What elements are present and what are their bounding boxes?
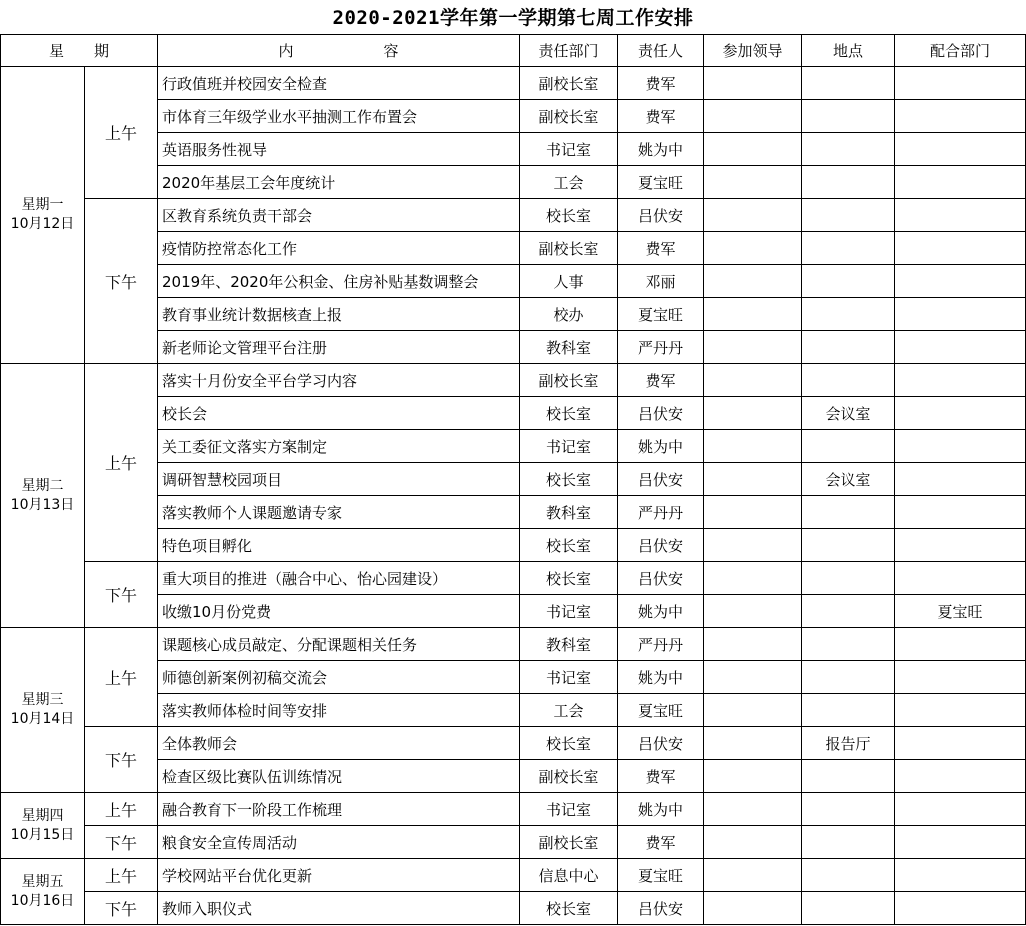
task-leader-cell — [704, 892, 802, 925]
task-person-cell: 吕伏安 — [618, 199, 704, 232]
task-dept-cell: 副校长室 — [520, 364, 618, 397]
task-content-cell: 特色项目孵化 — [158, 529, 520, 562]
task-coop-cell — [895, 661, 1026, 694]
task-leader-cell — [704, 430, 802, 463]
task-content-cell: 教师入职仪式 — [158, 892, 520, 925]
task-place-cell — [802, 133, 895, 166]
task-person-cell: 严丹丹 — [618, 628, 704, 661]
task-person-cell: 吕伏安 — [618, 529, 704, 562]
task-leader-cell — [704, 628, 802, 661]
task-content-cell: 区教育系统负责干部会 — [158, 199, 520, 232]
half-day-cell: 上午 — [85, 364, 158, 562]
half-day-cell: 下午 — [85, 892, 158, 925]
task-leader-cell — [704, 859, 802, 892]
task-coop-cell — [895, 529, 1026, 562]
task-coop-cell — [895, 430, 1026, 463]
task-person-cell: 吕伏安 — [618, 463, 704, 496]
table-row — [1, 364, 1026, 397]
task-content-cell: 师德创新案例初稿交流会 — [158, 661, 520, 694]
task-leader-cell — [704, 133, 802, 166]
table-row — [1, 562, 1026, 595]
task-dept-cell: 教科室 — [520, 331, 618, 364]
header-leader: 参加领导 — [704, 35, 802, 67]
task-leader-cell — [704, 661, 802, 694]
weekday-label: 星期五 — [21, 873, 64, 890]
task-person-cell: 费军 — [618, 760, 704, 793]
header-coop: 配合部门 — [895, 35, 1026, 67]
task-place-cell — [802, 859, 895, 892]
task-content-cell: 教育事业统计数据核查上报 — [158, 298, 520, 331]
task-person-cell: 吕伏安 — [618, 727, 704, 760]
half-day-cell: 下午 — [85, 826, 158, 859]
task-place-cell — [802, 331, 895, 364]
task-dept-cell: 工会 — [520, 694, 618, 727]
task-content-cell: 粮食安全宣传周活动 — [158, 826, 520, 859]
task-place-cell — [802, 661, 895, 694]
task-content-cell: 2019年、2020年公积金、住房补贴基数调整会 — [158, 265, 520, 298]
task-dept-cell: 书记室 — [520, 793, 618, 826]
task-person-cell: 姚为中 — [618, 430, 704, 463]
task-person-cell: 费军 — [618, 100, 704, 133]
task-coop-cell — [895, 562, 1026, 595]
task-leader-cell — [704, 793, 802, 826]
task-dept-cell: 校长室 — [520, 529, 618, 562]
task-person-cell: 费军 — [618, 826, 704, 859]
task-leader-cell — [704, 463, 802, 496]
task-leader-cell — [704, 67, 802, 100]
task-content-cell: 检查区级比赛队伍训练情况 — [158, 760, 520, 793]
task-dept-cell: 工会 — [520, 166, 618, 199]
task-dept-cell: 教科室 — [520, 496, 618, 529]
task-leader-cell — [704, 826, 802, 859]
task-person-cell: 费军 — [618, 67, 704, 100]
task-leader-cell — [704, 397, 802, 430]
table-row — [1, 199, 1026, 232]
schedule-body — [1, 67, 1026, 925]
task-dept-cell: 书记室 — [520, 133, 618, 166]
task-place-cell — [802, 628, 895, 661]
table-row — [1, 628, 1026, 661]
task-person-cell: 姚为中 — [618, 661, 704, 694]
task-content-cell: 英语服务性视导 — [158, 133, 520, 166]
task-place-cell — [802, 67, 895, 100]
table-row — [1, 826, 1026, 859]
task-coop-cell — [895, 727, 1026, 760]
task-place-cell — [802, 232, 895, 265]
header-row — [1, 35, 1026, 67]
task-content-cell: 融合教育下一阶段工作梳理 — [158, 793, 520, 826]
task-leader-cell — [704, 199, 802, 232]
task-place-cell — [802, 793, 895, 826]
task-dept-cell: 校长室 — [520, 397, 618, 430]
task-leader-cell — [704, 529, 802, 562]
task-person-cell: 夏宝旺 — [618, 298, 704, 331]
task-place-cell — [802, 265, 895, 298]
task-dept-cell: 副校长室 — [520, 100, 618, 133]
task-coop-cell — [895, 298, 1026, 331]
date-label: 10月15日 — [10, 826, 75, 843]
task-leader-cell — [704, 562, 802, 595]
task-dept-cell: 书记室 — [520, 661, 618, 694]
task-content-cell: 落实十月份安全平台学习内容 — [158, 364, 520, 397]
task-leader-cell — [704, 595, 802, 628]
task-content-cell: 校长会 — [158, 397, 520, 430]
weekday-label: 星期四 — [21, 807, 64, 824]
task-coop-cell — [895, 859, 1026, 892]
task-coop-cell — [895, 166, 1026, 199]
task-person-cell: 邓丽 — [618, 265, 704, 298]
task-place-cell — [802, 562, 895, 595]
task-person-cell: 严丹丹 — [618, 331, 704, 364]
header-content: 内 容 — [158, 35, 520, 67]
task-content-cell: 重大项目的推进（融合中心、怡心园建设） — [158, 562, 520, 595]
header-dept: 责任部门 — [520, 35, 618, 67]
task-content-cell: 市体育三年级学业水平抽测工作布置会 — [158, 100, 520, 133]
date-label: 10月14日 — [10, 711, 75, 727]
task-place-cell — [802, 100, 895, 133]
task-coop-cell — [895, 265, 1026, 298]
task-coop-cell — [895, 496, 1026, 529]
task-dept-cell: 校长室 — [520, 727, 618, 760]
task-person-cell: 夏宝旺 — [618, 694, 704, 727]
task-place-cell — [802, 298, 895, 331]
task-coop-cell: 夏宝旺 — [895, 595, 1026, 628]
task-content-cell: 调研智慧校园项目 — [158, 463, 520, 496]
task-coop-cell — [895, 463, 1026, 496]
task-content-cell: 落实教师体检时间等安排 — [158, 694, 520, 727]
task-place-cell: 会议室 — [802, 397, 895, 430]
table-row — [1, 793, 1026, 826]
task-dept-cell: 副校长室 — [520, 826, 618, 859]
task-place-cell — [802, 529, 895, 562]
task-leader-cell — [704, 496, 802, 529]
schedule-table — [0, 34, 1026, 925]
task-place-cell — [802, 496, 895, 529]
task-coop-cell — [895, 694, 1026, 727]
task-dept-cell: 副校长室 — [520, 760, 618, 793]
task-leader-cell — [704, 298, 802, 331]
task-place-cell — [802, 430, 895, 463]
task-person-cell: 姚为中 — [618, 793, 704, 826]
task-coop-cell — [895, 133, 1026, 166]
task-dept-cell: 校办 — [520, 298, 618, 331]
day-cell — [1, 364, 85, 628]
weekday-label: 星期三 — [21, 692, 64, 708]
weekday-label: 星期二 — [21, 477, 64, 494]
task-leader-cell — [704, 727, 802, 760]
task-dept-cell: 副校长室 — [520, 67, 618, 100]
task-dept-cell: 人事 — [520, 265, 618, 298]
task-person-cell: 吕伏安 — [618, 562, 704, 595]
day-cell — [1, 67, 85, 364]
day-cell — [1, 628, 85, 793]
task-person-cell: 吕伏安 — [618, 397, 704, 430]
task-content-cell: 疫情防控常态化工作 — [158, 232, 520, 265]
task-leader-cell — [704, 364, 802, 397]
task-coop-cell — [895, 628, 1026, 661]
weekday-label: 星期一 — [21, 197, 64, 213]
task-coop-cell — [895, 232, 1026, 265]
task-content-cell: 新老师论文管理平台注册 — [158, 331, 520, 364]
task-dept-cell: 书记室 — [520, 430, 618, 463]
task-person-cell: 费军 — [618, 232, 704, 265]
task-dept-cell: 校长室 — [520, 463, 618, 496]
task-place-cell: 会议室 — [802, 463, 895, 496]
task-dept-cell: 校长室 — [520, 562, 618, 595]
task-content-cell: 全体教师会 — [158, 727, 520, 760]
task-place-cell — [802, 694, 895, 727]
task-dept-cell: 信息中心 — [520, 859, 618, 892]
task-place-cell — [802, 364, 895, 397]
task-leader-cell — [704, 100, 802, 133]
task-place-cell — [802, 199, 895, 232]
task-person-cell: 姚为中 — [618, 595, 704, 628]
task-place-cell — [802, 760, 895, 793]
half-day-cell: 上午 — [85, 859, 158, 892]
task-dept-cell: 教科室 — [520, 628, 618, 661]
task-leader-cell — [704, 694, 802, 727]
task-coop-cell — [895, 331, 1026, 364]
half-day-cell: 上午 — [85, 793, 158, 826]
task-person-cell: 严丹丹 — [618, 496, 704, 529]
task-content-cell: 学校网站平台优化更新 — [158, 859, 520, 892]
task-coop-cell — [895, 364, 1026, 397]
task-dept-cell: 校长室 — [520, 892, 618, 925]
task-coop-cell — [895, 760, 1026, 793]
task-leader-cell — [704, 760, 802, 793]
task-content-cell: 2020年基层工会年度统计 — [158, 166, 520, 199]
task-dept-cell: 校长室 — [520, 199, 618, 232]
task-coop-cell — [895, 826, 1026, 859]
task-leader-cell — [704, 232, 802, 265]
day-cell — [1, 793, 85, 859]
day-cell — [1, 859, 85, 925]
task-coop-cell — [895, 397, 1026, 430]
task-coop-cell — [895, 100, 1026, 133]
task-place-cell — [802, 826, 895, 859]
task-content-cell: 关工委征文落实方案制定 — [158, 430, 520, 463]
header-day: 星 期 — [1, 35, 158, 67]
task-person-cell: 吕伏安 — [618, 892, 704, 925]
task-person-cell: 夏宝旺 — [618, 859, 704, 892]
half-day-cell: 上午 — [85, 67, 158, 199]
task-coop-cell — [895, 199, 1026, 232]
task-person-cell: 费军 — [618, 364, 704, 397]
task-person-cell: 夏宝旺 — [618, 166, 704, 199]
header-place: 地点 — [802, 35, 895, 67]
task-place-cell — [802, 892, 895, 925]
task-leader-cell — [704, 331, 802, 364]
task-content-cell: 落实教师个人课题邀请专家 — [158, 496, 520, 529]
task-leader-cell — [704, 166, 802, 199]
half-day-cell: 上午 — [85, 628, 158, 727]
task-place-cell — [802, 166, 895, 199]
task-dept-cell: 副校长室 — [520, 232, 618, 265]
date-label: 10月13日 — [10, 496, 75, 513]
table-row — [1, 727, 1026, 760]
task-content-cell: 收缴10月份党费 — [158, 595, 520, 628]
date-label: 10月16日 — [10, 892, 75, 909]
task-content-cell: 课题核心成员敲定、分配课题相关任务 — [158, 628, 520, 661]
half-day-cell: 下午 — [85, 727, 158, 793]
table-row — [1, 67, 1026, 100]
half-day-cell: 下午 — [85, 562, 158, 628]
table-row — [1, 892, 1026, 925]
date-label: 10月12日 — [10, 216, 75, 232]
task-coop-cell — [895, 892, 1026, 925]
page-title: 2020-2021学年第一学期第七周工作安排 — [332, 7, 694, 29]
task-content-cell: 行政值班并校园安全检查 — [158, 67, 520, 100]
task-person-cell: 姚为中 — [618, 133, 704, 166]
header-person: 责任人 — [618, 35, 704, 67]
task-place-cell — [802, 595, 895, 628]
task-dept-cell: 书记室 — [520, 595, 618, 628]
half-day-cell: 下午 — [85, 199, 158, 364]
task-place-cell: 报告厅 — [802, 727, 895, 760]
task-leader-cell — [704, 265, 802, 298]
task-coop-cell — [895, 793, 1026, 826]
task-coop-cell — [895, 67, 1026, 100]
table-row — [1, 859, 1026, 892]
